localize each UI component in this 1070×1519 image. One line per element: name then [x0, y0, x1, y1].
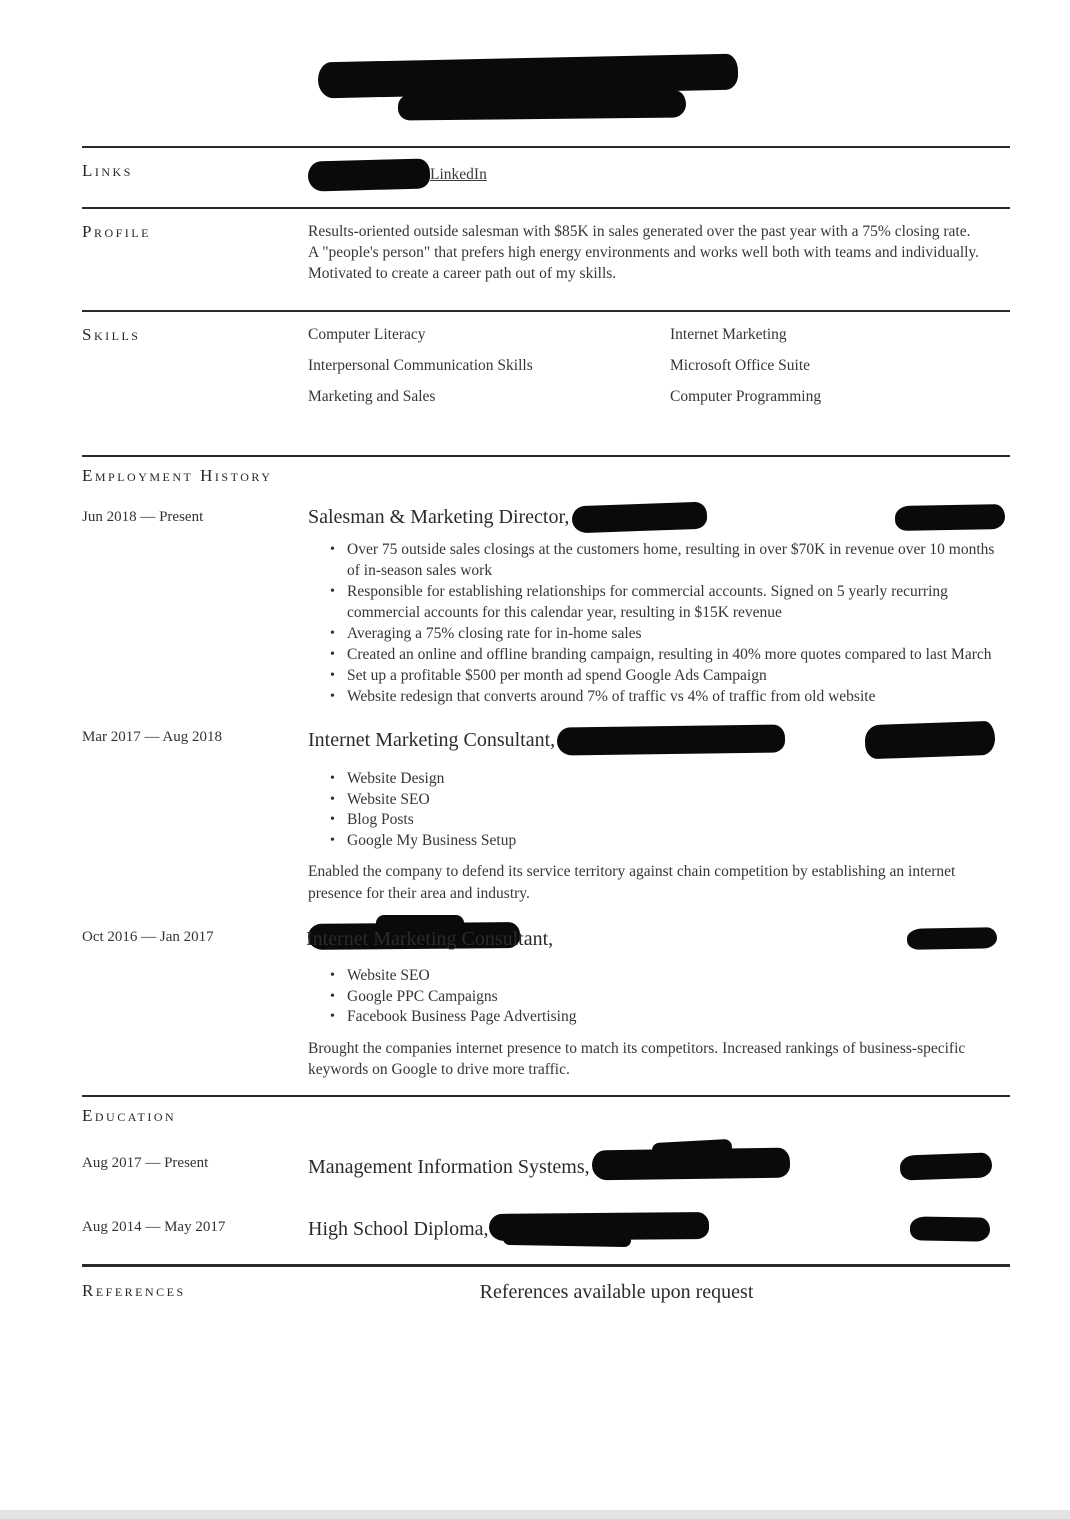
job-bullet-list: [308, 539, 1010, 707]
skills-column-2: [670, 324, 1010, 417]
redaction-school: [590, 1149, 790, 1184]
resume-document: [82, 0, 1010, 1354]
linkedin-link[interactable]: LinkedIn: [430, 166, 487, 183]
redaction-company: [572, 501, 708, 533]
job-header: [308, 503, 1010, 531]
job-summary: Enabled the company to defend its service territory against chain competition by establishing an internet presence for their area and industry.: [308, 863, 956, 902]
redaction-location: [895, 504, 1005, 531]
education-degree: High School Diploma,: [308, 1218, 489, 1240]
job-title: Internet Marketing Consultant,: [306, 927, 554, 950]
job-dates: Jun 2018 — Present: [82, 509, 204, 525]
employment-section-label: Employment History: [82, 466, 273, 485]
references-text: References available upon request: [479, 1281, 754, 1303]
job-header: [308, 923, 1010, 954]
job-bullet-list: [308, 966, 1010, 1028]
skill-item: Computer Literacy: [308, 326, 426, 343]
job-bullet: • Website Design: [308, 769, 1010, 790]
redaction-school: [489, 1213, 709, 1245]
skills-column-1: [308, 324, 670, 417]
job-bullet: • Facebook Business Page Advertising: [308, 1007, 1010, 1028]
job-bullet: • Set up a profitable $500 per month ad spend Google Ads Campaign: [308, 665, 1010, 686]
skill-item: Microsoft Office Suite: [670, 357, 811, 374]
job-bullet: • Created an online and offline branding campaign, resulting in 40% more quotes compared to last March: [308, 644, 1010, 665]
job-title: Internet Marketing Consultant,: [308, 729, 556, 751]
section-links: [82, 146, 1010, 207]
job-bullet: • Blog Posts: [308, 810, 1010, 831]
links-content: [308, 160, 1010, 190]
skills-grid: [308, 324, 1010, 417]
skill-item: Internet Marketing: [670, 326, 787, 343]
job-details: [308, 923, 1010, 1081]
job-details: [308, 723, 1010, 904]
profile-text: [308, 221, 1010, 284]
skills-section-label: Skills: [82, 325, 141, 344]
job-bullet: • Over 75 outside sales closings at the customers home, resulting in over $70K in revenue over 10 months of in-season sales work: [308, 539, 1010, 581]
job-dates: Mar 2017 — Aug 2018: [82, 729, 222, 745]
redaction-contact: [398, 90, 686, 120]
skill-item: Computer Programming: [670, 388, 822, 405]
education-entry-2: [82, 1213, 1010, 1245]
profile-section-label: Profile: [82, 222, 151, 241]
job-entry-2: [82, 723, 1010, 904]
job-entry-1: [82, 503, 1010, 707]
job-bullet: • Website redesign that converts around 7% of traffic vs 4% of traffic from old website: [308, 686, 1010, 707]
education-degree: Management Information Systems,: [308, 1155, 590, 1178]
education-dates: Aug 2014 — May 2017: [82, 1219, 226, 1235]
job-bullet: • Responsible for establishing relationships for commercial accounts. Signed on 5 yearly recurring commercial accounts for this calendar year, resulting in $15K revenue: [308, 581, 1010, 623]
job-details: [308, 503, 1010, 707]
job-bullet: • Website SEO: [308, 790, 1010, 811]
skill-item: Interpersonal Communication Skills: [308, 357, 533, 374]
page-bottom-edge: [0, 1510, 1070, 1519]
education-entry-1: [82, 1149, 1010, 1184]
education-header: [308, 1149, 1010, 1184]
redaction-location: [864, 721, 995, 760]
section-employment: [82, 455, 1010, 1095]
education-section-label: Education: [82, 1106, 177, 1125]
links-section-label: Links: [82, 161, 133, 180]
education-dates: Aug 2017 — Present: [82, 1155, 209, 1171]
education-header: [308, 1213, 1010, 1245]
section-education: [82, 1095, 1010, 1264]
references-section-label: References: [82, 1281, 186, 1300]
section-profile: [82, 207, 1010, 310]
profile-line: Results-oriented outside salesman with $85K in sales generated over the past year with a 75% closing rate.: [308, 223, 971, 240]
job-bullet: • Google My Business Setup: [308, 831, 1010, 852]
section-skills: [82, 310, 1010, 455]
job-dates: Oct 2016 — Jan 2017: [82, 929, 214, 945]
redaction-link-text: [308, 158, 431, 191]
job-title: Salesman & Marketing Director,: [308, 506, 570, 528]
redaction-school-location: [910, 1216, 990, 1241]
job-bullet: • Website SEO: [308, 966, 1010, 987]
job-summary: Brought the companies internet presence to match its competitors. Increased rankings of business-specific keywords on Google to drive more traffic.: [308, 1039, 966, 1078]
profile-line: A "people's person" that prefers high energy environments and works well both with teams and individually.: [308, 244, 980, 261]
section-references: [82, 1264, 1010, 1354]
job-header: [308, 723, 1010, 757]
job-bullet: • Averaging a 75% closing rate for in-home sales: [308, 623, 1010, 644]
skill-item: Marketing and Sales: [308, 388, 436, 405]
redaction-company: [557, 724, 785, 755]
job-entry-3: [82, 923, 1010, 1081]
redaction-location: [907, 927, 997, 950]
job-bullet-list: [308, 769, 1010, 851]
resume-header: [82, 0, 1010, 146]
job-bullet: • Google PPC Campaigns: [308, 987, 1010, 1008]
profile-line: Motivated to create a career path out of my skills.: [308, 265, 617, 282]
redaction-school-location: [900, 1152, 993, 1180]
